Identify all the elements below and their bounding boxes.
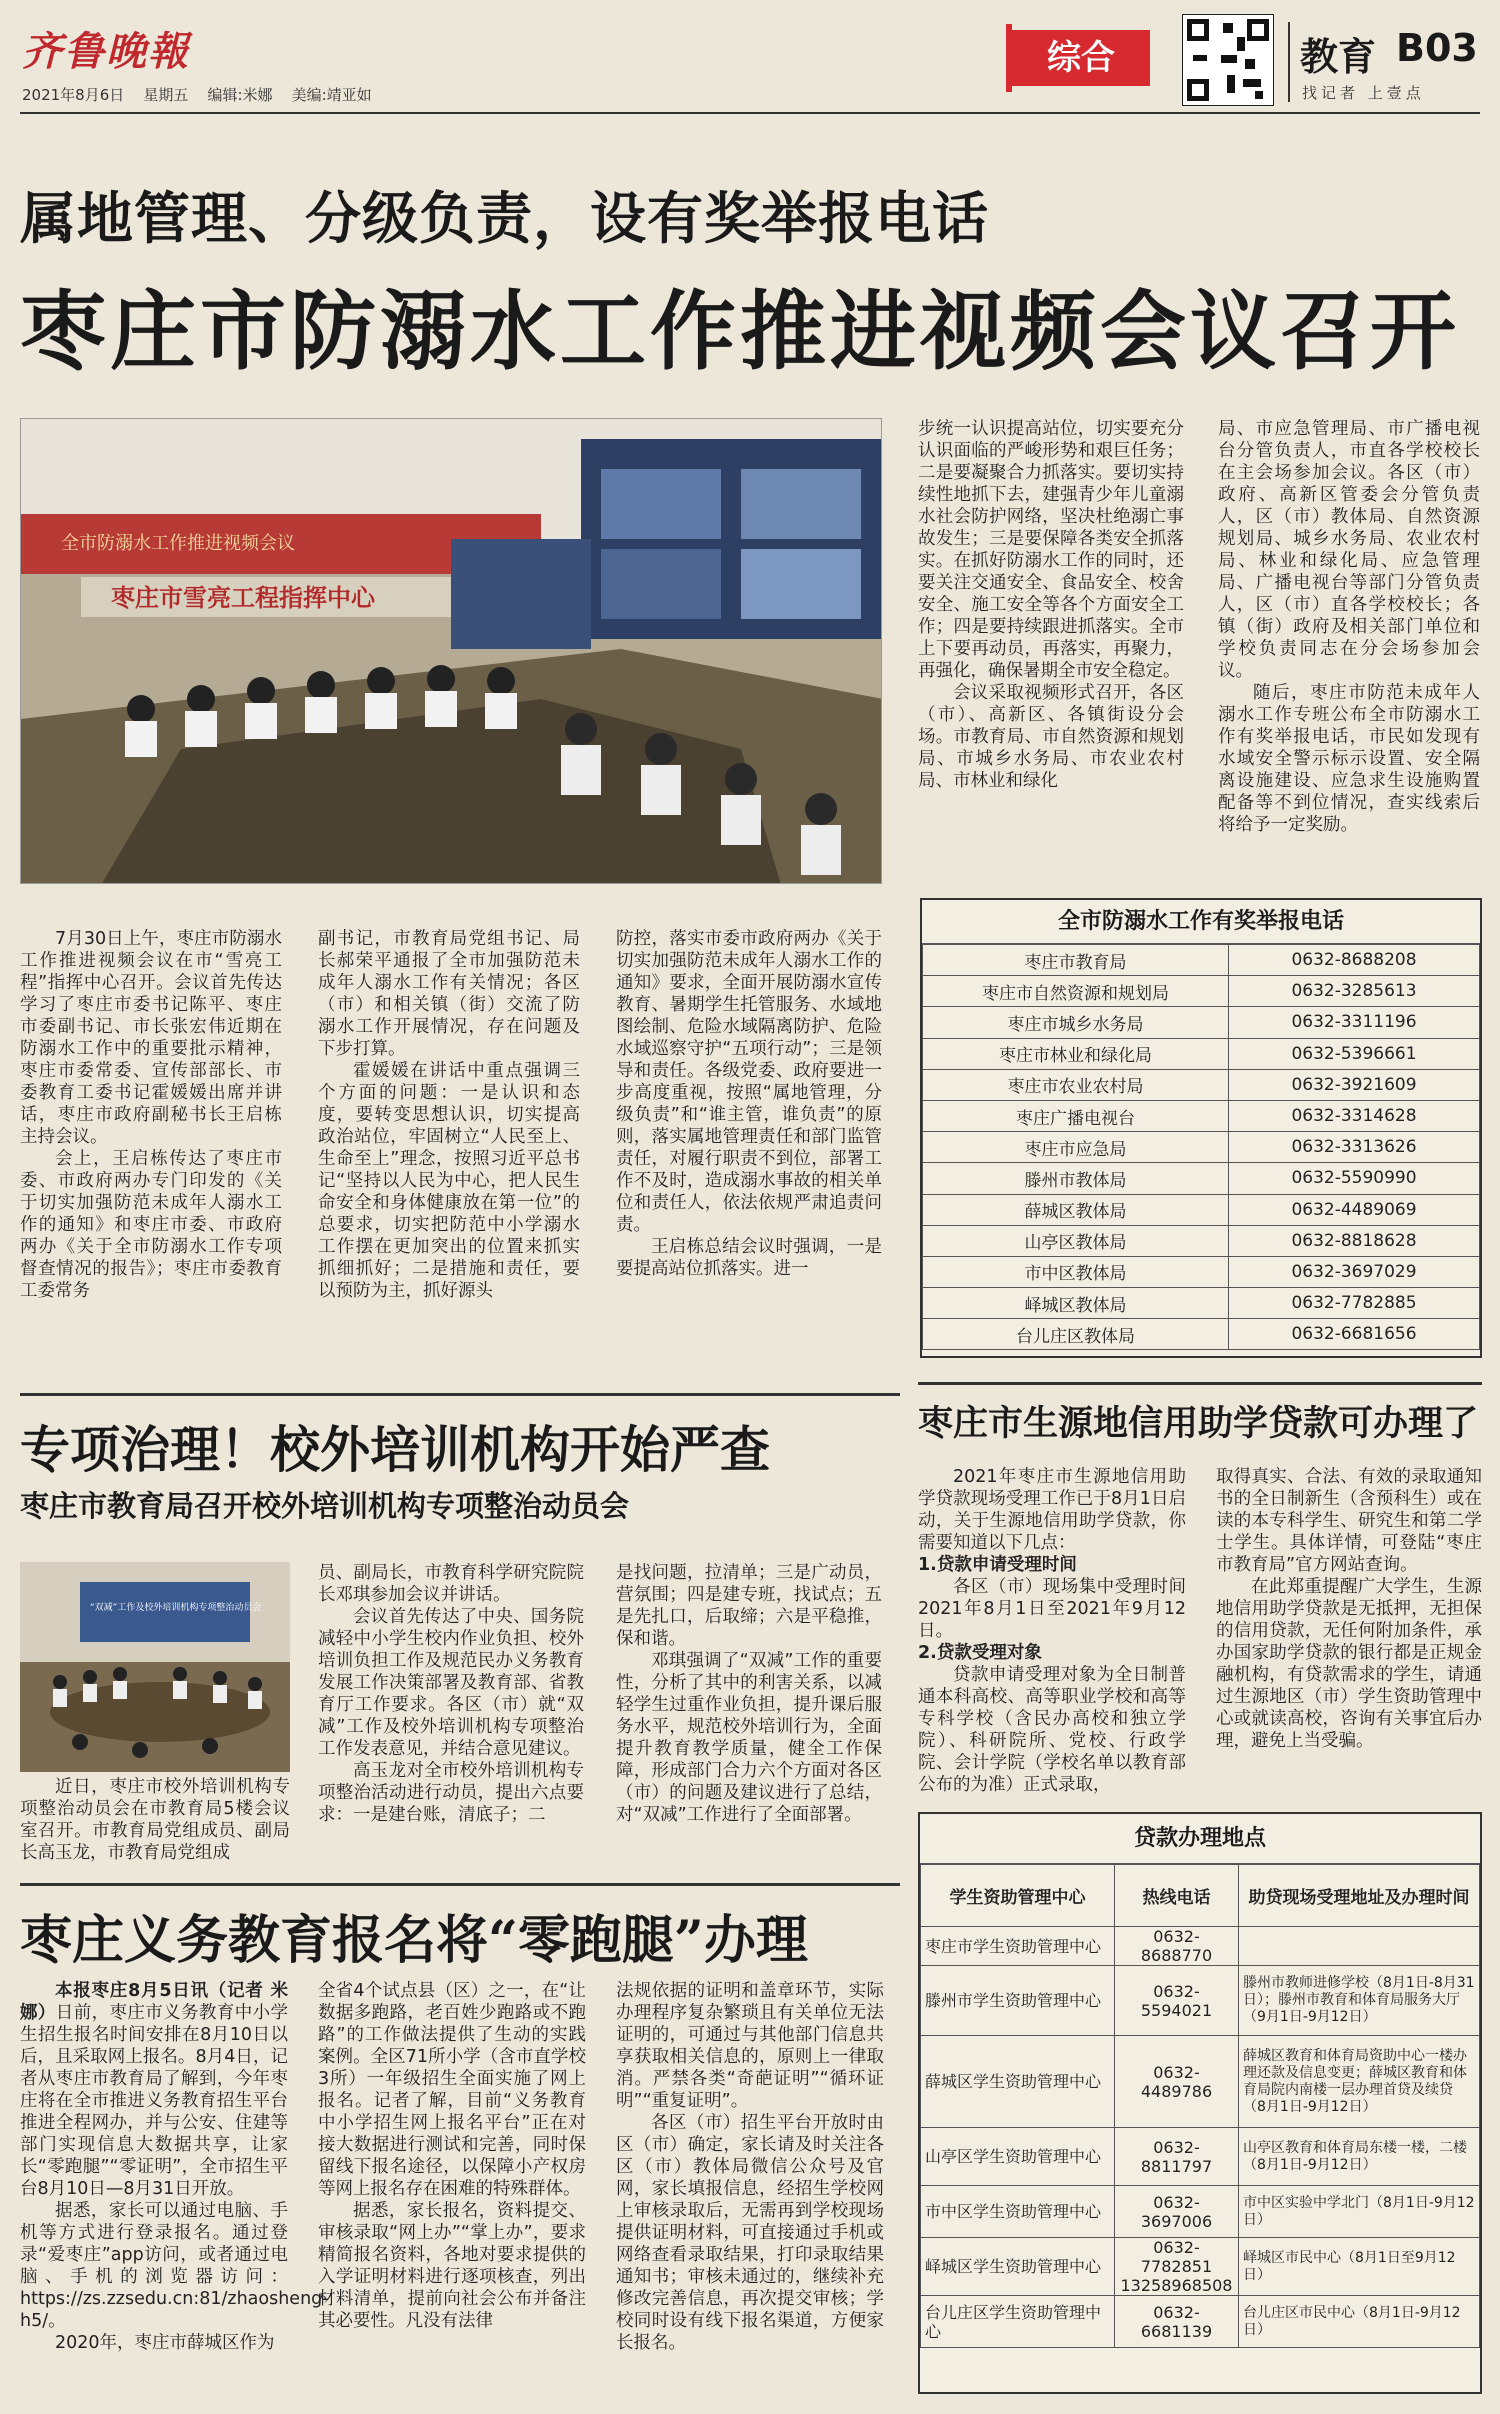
loan-phone: 0632-4489786 [1115, 2036, 1239, 2128]
loan-row [921, 1927, 1480, 1966]
loan-center: 台儿庄区学生资助管理中心 [921, 2296, 1115, 2348]
article1-subheadline: 属地管理、分级负责，设有奖举报电话 [20, 186, 989, 252]
meeting-photo-illustration [21, 419, 882, 884]
loan-center: 山亭区学生资助管理中心 [921, 2128, 1115, 2186]
loan-row [921, 1966, 1480, 2036]
article2-paragraph: 高玉龙对全市校外培训机构专项整治活动进行动员，提出六点要求：一是建台账，清底子；二 [318, 1761, 584, 1825]
hotline-row [923, 1225, 1480, 1256]
reporter-app-note: 找记者 上壹点 [1302, 84, 1425, 102]
loan-row [921, 2036, 1480, 2128]
article1-column-4 [918, 418, 1184, 792]
hotline-phone: 0632-3313626 [1229, 1132, 1480, 1163]
hotline-phone: 0632-3314628 [1229, 1100, 1480, 1131]
article2-paragraph: 邓琪强调了“双减”工作的重要性，分析了其中的利害关系，以减轻学生过重作业负担，提升课后服务水平，规范校外培训行为，全面提升教育教学质量，健全工作保障，形成部门合力六个方面对各区（市）的问题及建议进行了总结，对“双减”工作进行了全面部署。 [616, 1651, 882, 1825]
loan-row [921, 2186, 1480, 2238]
hotline-row [923, 1100, 1480, 1131]
loan-center: 薛城区学生资助管理中心 [921, 2036, 1115, 2128]
article4-column-2 [318, 1980, 586, 2332]
article4-paragraph: 日前，枣庄市义务教育中小学生招生报名时间安排在8月10日以后，且采取网上报名。8月4日，记者从枣庄市教育局了解到，今年枣庄将在全市推进义务教育招生平台推进全程网办，并与公安、住建等部门实现信息大数据共享，让家长“零跑腿”“零证明”，全市招生平台8月10日—8月31日开放。 [20, 2003, 289, 2199]
article3-paragraph: 在此郑重提醒广大学生，生源地信用助学贷款是无抵押，无担保的信用贷款，无任何附加条件，承办国家助学贷款的银行都是正规金融机构，有贷款需求的学生，请通过生源地区（市）学生资助管理中心或就读高校，咨询有关事宜后办理，避免上当受骗。 [1216, 1577, 1482, 1751]
article2-column-1 [20, 1776, 290, 1864]
hotline-row [923, 1038, 1480, 1069]
newspaper-masthead: 齐鲁晚報 [22, 28, 190, 75]
photo-banner-text: 枣庄市雪亮工程指挥中心 [111, 584, 375, 612]
hotline-phone: 0632-7782885 [1229, 1288, 1480, 1319]
article2-paragraph: 会议首先传达了中央、国务院减轻中小学生校内作业负担、校外培训负担工作及规范民办义务教育发展工作决策部署及教育部、省教育厅工作要求。各区（市）就“双减”工作及校外培训机构专项整治工作发表意见，并结合意见建议。 [318, 1607, 584, 1759]
article1-paragraph: 防控，落实市委市政府两办《关于切实加强防范未成年人溺水工作的通知》要求，全面开展防溺水宣传教育、暑期学生托管服务、水域地图绘制、危险水域隔离防护、危险水域巡察守护“五项行动”；三是领导和责任。各级党委、政府要进一步高度重视，按照“属地管理，分级负责”和“谁主管，谁负责”的原则，落实属地管理责任和部门监管责任，对履行职责不到位，部署工作不及时，造成溺水事故的相关单位和责任人，依法依规严肃追责问责。 [616, 929, 882, 1235]
article3-column-2 [1216, 1466, 1482, 1752]
article1-paragraph: 随后，枣庄市防范未成年人溺水工作专班公布全市防溺水工作有奖举报电话，市民如发现有水域安全警示标示设置、安全隔离设施建设、应急求生设施购置配备等不到位情况，查实线索后将给予一定奖励。 [1218, 683, 1480, 835]
hotline-phone: 0632-3311196 [1229, 1007, 1480, 1038]
loan-phone: 0632-6681139 [1115, 2296, 1239, 2348]
loan-col-header: 学生资助管理中心 [921, 1865, 1115, 1927]
hotline-table-title: 全市防溺水工作有奖举报电话 [922, 900, 1480, 944]
loan-address: 薛城区教育和体育局资助中心一楼办理还款及信息变更；薛城区教育和体育局院内南楼一层办理首贷及续贷（8月1日-9月12日） [1239, 2036, 1480, 2128]
article4-headline: 枣庄义务教育报名将“零跑腿”办理 [20, 1910, 808, 1971]
hotline-phone: 0632-3921609 [1229, 1069, 1480, 1100]
hotline-phone: 0632-8818628 [1229, 1225, 1480, 1256]
hotline-agency: 峄城区教体局 [923, 1288, 1229, 1319]
article1-paragraph: 步统一认识提高站位，切实要充分认识面临的严峻形势和艰巨任务；二是要凝聚合力抓落实。要切实持续性地抓下去，建强青少年儿童溺水社会防护网络，坚决杜绝溺亡事故发生；三是要保障各类安全抓落实。在抓好防溺水工作的同时，还要关注交通安全、食品安全、校舍安全、施工安全等各个方面安全工作；四是要持续跟进抓落实。全市上下要再动员，再落实，再聚力，再强化，确保暑期全市安全稳定。 [918, 419, 1184, 681]
masthead-separator [1288, 22, 1290, 102]
article2-headline: 专项治理！校外培训机构开始严查 [20, 1420, 770, 1479]
photo2-banner-text: “双减”工作及校外培训机构专项整治动员会 [90, 1603, 262, 1613]
hotline-row [923, 1256, 1480, 1287]
article3-headline: 枣庄市生源地信用助学贷款可办理了 [918, 1403, 1479, 1444]
header-rule [20, 112, 1480, 114]
hotline-table-box [920, 898, 1482, 1358]
article3-column-1 [918, 1466, 1186, 1796]
photo-screen-text: 全市防溺水工作推进视频会议 [61, 533, 295, 554]
loan-row [921, 2238, 1480, 2296]
hotline-row [923, 1163, 1480, 1194]
hotline-row [923, 1132, 1480, 1163]
hotline-phone: 0632-5590990 [1229, 1163, 1480, 1194]
article2-column-2 [318, 1562, 584, 1826]
article4-paragraph: 各区（市）招生平台开放时由区（市）确定，家长请及时关注各区（市）教体局微信公众号及官网，家长填报信息，经招生学校网上审核录取后，无需再到学校现场提供证明材料，可直接通过手机或网络查看录取结果，打印录取结果通知书；审核未通过的，继续补充修改完善信息，再次提交审核；学校同时设有线下报名渠道，方便家长报名。 [616, 2113, 884, 2353]
article4-paragraph: 据悉，家长可以通过电脑、手机等方式进行登录报名。通过登录“爱枣庄”app访问，或者通过电脑、手机的浏览器访问：https://zs.zzsedu.cn:81/zhaosheng-h5/。 [20, 2201, 329, 2331]
article3-paragraph: 2021年枣庄市生源地信用助学贷款现场受理工作已于8月1日启动，关于生源地信用助学贷款，你需要知道以下几点： [918, 1467, 1186, 1553]
loan-phone: 0632-7782851 13258968508 [1115, 2238, 1239, 2296]
article1-paragraph: 局、市应急管理局、市广播电视台分管负责人，市直各学校校长在主会场参加会议。各区（市）政府、高新区管委会分管负责人，区（市）教体局、自然资源规划局、城乡水务局、农业农村局、林业和绿化局、应急管理局、广播电视台等部门分管负责人，区（市）直各学校校长；各镇（街）政府及相关部门单位和学校负责同志在分会场参加会议。 [1218, 419, 1480, 681]
qr-code-icon [1182, 14, 1274, 106]
loan-center: 市中区学生资助管理中心 [921, 2186, 1115, 2238]
article1-paragraph: 副书记，市教育局党组书记、局长郝荣平通报了全市加强防范未成年人溺水工作有关情况；各区（市）和相关镇（街）交流了防溺水工作开展情况，存在问题及下步打算。 [318, 929, 580, 1059]
loan-table [920, 1864, 1480, 2348]
hotline-agency: 枣庄市应急局 [923, 1132, 1229, 1163]
article1-paragraph: 王启栋总结会议时强调，一是要提高站位抓落实。进一 [616, 1237, 882, 1279]
article1-column-3 [616, 928, 882, 1280]
loan-table-title: 贷款办理地点 [920, 1814, 1480, 1864]
loan-address: 滕州市教师进修学校（8月1日-8月31日）；滕州市教育和体育局服务大厅（9月1日-9月12日） [1239, 1966, 1480, 2036]
issue-weekday: 星期五 [143, 86, 189, 104]
loan-address: 市中区实验中学北门（8月1日-9月12日） [1239, 2186, 1480, 2238]
mobilization-meeting-photo [20, 1562, 290, 1772]
article1-paragraph: 会议采取视频形式召开，各区（市）、高新区、各镇街设分会场。市教育局、市自然资源和规划局、市城乡水务局、市农业农村局、市林业和绿化 [918, 683, 1184, 791]
hotline-agency: 台儿庄区教体局 [923, 1319, 1229, 1350]
section-label: 综合 [1012, 30, 1150, 86]
hotline-row [923, 1288, 1480, 1319]
article4-paragraph: 据悉，家长报名，资料提交、审核录取“网上办”“掌上办”，要求精简报名资料，各地对要求提供的入学证明材料进行逐项核查，列出材料清单，提前向社会公布并备注其必要性。凡没有法律 [318, 2201, 586, 2331]
section-divider [20, 1393, 900, 1396]
article1-column-5 [1218, 418, 1480, 836]
hotline-row [923, 945, 1480, 976]
loan-address: 峄城区市民中心（8月1日至9月12日） [1239, 2238, 1480, 2296]
loan-address: 台儿庄区市民中心（8月1日-9月12日） [1239, 2296, 1480, 2348]
hotline-agency: 枣庄市自然资源和规划局 [923, 976, 1229, 1007]
article2-paragraph: 员、副局长，市教育科学研究院院长邓琪参加会议并讲话。 [318, 1563, 584, 1605]
loan-row [921, 2296, 1480, 2348]
article2-subheadline: 枣庄市教育局召开校外培训机构专项整治动员会 [20, 1489, 630, 1523]
article1-paragraph: 会上，王启栋传达了枣庄市委、市政府两办专门印发的《关于切实加强防范未成年人溺水工作的通知》和枣庄市委、市政府两办《关于全市防溺水工作专项督查情况的报告》；枣庄市委教育工委常务 [20, 1149, 282, 1301]
hotline-row [923, 976, 1480, 1007]
article1-headline: 枣庄市防溺水工作推进视频会议召开 [20, 282, 1460, 382]
article4-dateline: 本报枣庄8月5日讯（记者 米娜） [20, 1981, 288, 2023]
loan-center: 滕州市学生资助管理中心 [921, 1966, 1115, 2036]
hotline-phone: 0632-3697029 [1229, 1256, 1480, 1287]
mobilization-photo-illustration [20, 1562, 290, 1772]
loan-col-header: 助贷现场受理地址及办理时间 [1239, 1865, 1480, 1927]
article4-paragraph: 法规依据的证明和盖章环节，实际办理程序复杂繁琐且有关单位无法证明的，可通过与其他部门信息共享获取相关信息的，原则上一律取消。严禁各类“奇葩证明”“循环证明”“重复证明”。 [616, 1981, 884, 2111]
loan-center: 枣庄市学生资助管理中心 [921, 1927, 1115, 1966]
hotline-agency: 枣庄市城乡水务局 [923, 1007, 1229, 1038]
hotline-agency: 枣庄广播电视台 [923, 1100, 1229, 1131]
loan-address: 山亭区教育和体育局东楼一楼，二楼（8月1日-9月12日） [1239, 2128, 1480, 2186]
loan-col-header: 热线电话 [1115, 1865, 1239, 1927]
hotline-phone: 0632-4489069 [1229, 1194, 1480, 1225]
article3-subheading: 2.贷款受理对象 [918, 1643, 1042, 1663]
hotline-phone: 0632-8688208 [1229, 945, 1480, 976]
article2-paragraph: 是找问题，拉清单；三是广动员，营氛围；四是建专班，找试点；五是先扎口，后取缔；六是平稳推，保和谐。 [616, 1563, 882, 1649]
article2-column-3 [616, 1562, 882, 1826]
hotline-row [923, 1194, 1480, 1225]
section-divider [918, 1382, 1482, 1385]
article4-column-1 [20, 1980, 329, 2354]
article4-column-3 [616, 1980, 884, 2354]
designer-credit: 美编:靖亚如 [291, 86, 372, 104]
issue-meta [22, 84, 372, 105]
hotline-agency: 枣庄市教育局 [923, 945, 1229, 976]
loan-phone: 0632-8688770 [1115, 1927, 1239, 1966]
hotline-row [923, 1069, 1480, 1100]
loan-center: 峄城区学生资助管理中心 [921, 2238, 1115, 2296]
article1-column-1 [20, 928, 282, 1302]
page-number: B03 [1396, 26, 1478, 70]
hotline-phone: 0632-3285613 [1229, 976, 1480, 1007]
column-name: 教育 [1300, 35, 1377, 79]
hotline-agency: 枣庄市农业农村局 [923, 1069, 1229, 1100]
editor-credit: 编辑:米娜 [207, 86, 273, 104]
hotline-agency: 薛城区教体局 [923, 1194, 1229, 1225]
article1-paragraph: 霍媛媛在讲话中重点强调三个方面的问题：一是认识和态度，要转变思想认识，切实提高政治站位，牢固树立“人民至上、生命至上”理念，按照习近平总书记“坚持以人民为中心，把人民生命安全和身体健康放在第一位”的总要求，切实把防范中小学溺水工作摆在更加突出的位置来抓实抓细抓好；二是措施和责任，要以预防为主，抓好源头 [318, 1061, 580, 1301]
hotline-phone: 0632-5396661 [1229, 1038, 1480, 1069]
loan-row [921, 2128, 1480, 2186]
hotline-row [923, 1319, 1480, 1350]
article1-column-2 [318, 928, 580, 1302]
loan-phone: 0632-3697006 [1115, 2186, 1239, 2238]
article4-paragraph: 2020年，枣庄市薛城区作为 [55, 2333, 275, 2353]
hotline-agency: 山亭区教体局 [923, 1225, 1229, 1256]
article3-subheading: 1.贷款申请受理时间 [918, 1555, 1077, 1575]
article4-paragraph: 全省4个试点县（区）之一，在“让数据多跑路，老百姓少跑路或不跑路”的工作做法提供了生动的实践案例。全区71所小学（含市直学校3所）一年级招生全面实施了网上报名。记者了解，目前“义务教育中小学招生网上报名平台”正在对接大数据进行测试和完善，同时保留线下报名途径，以保障小产权房等网上报名存在困难的特殊群体。 [318, 1981, 586, 2199]
article3-paragraph: 贷款申请受理对象为全日制普通本科高校、高等职业学校和高等专科学校（含民办高校和独立学院）、科研院所、党校、行政学院、会计学院（学校名单以教育部公布的为准）正式录取， [918, 1665, 1186, 1795]
hotline-agency: 枣庄市林业和绿化局 [923, 1038, 1229, 1069]
loan-address [1239, 1927, 1480, 1966]
hotline-row [923, 1007, 1480, 1038]
article1-paragraph: 7月30日上午，枣庄市防溺水工作推进视频会议在市“雪亮工程”指挥中心召开。会议首先传达学习了枣庄市委书记陈平、枣庄市委副书记、市长张宏伟近期在防溺水工作中的重要批示精神，枣庄市委常委、宣传部部长、市委教育工委书记霍媛媛出席并讲话，枣庄市政府副秘书长王启栋主持会议。 [20, 929, 282, 1147]
article3-paragraph: 各区（市）现场集中受理时间2021年8月1日至2021年9月12日。 [918, 1577, 1186, 1641]
loan-phone: 0632-5594021 [1115, 1966, 1239, 2036]
loan-locations-box [918, 1812, 1482, 2394]
section-divider [20, 1883, 900, 1886]
meeting-photo [20, 418, 882, 884]
issue-date: 2021年8月6日 [22, 86, 125, 104]
hotline-phone: 0632-6681656 [1229, 1319, 1480, 1350]
hotline-agency: 市中区教体局 [923, 1256, 1229, 1287]
article2-paragraph: 近日，枣庄市校外培训机构专项整治动员会在市教育局5楼会议室召开。市教育局党组成员、副局长高玉龙，市教育局党组成 [20, 1777, 290, 1863]
hotline-agency: 滕州市教体局 [923, 1163, 1229, 1194]
article3-paragraph: 取得真实、合法、有效的录取通知书的全日制新生（含预科生）或在读的本专科学生、研究生和第二学士学生。具体详情，可登陆“枣庄市教育局”官方网站查询。 [1216, 1467, 1482, 1575]
loan-phone: 0632-8811797 [1115, 2128, 1239, 2186]
hotline-table [922, 944, 1480, 1350]
